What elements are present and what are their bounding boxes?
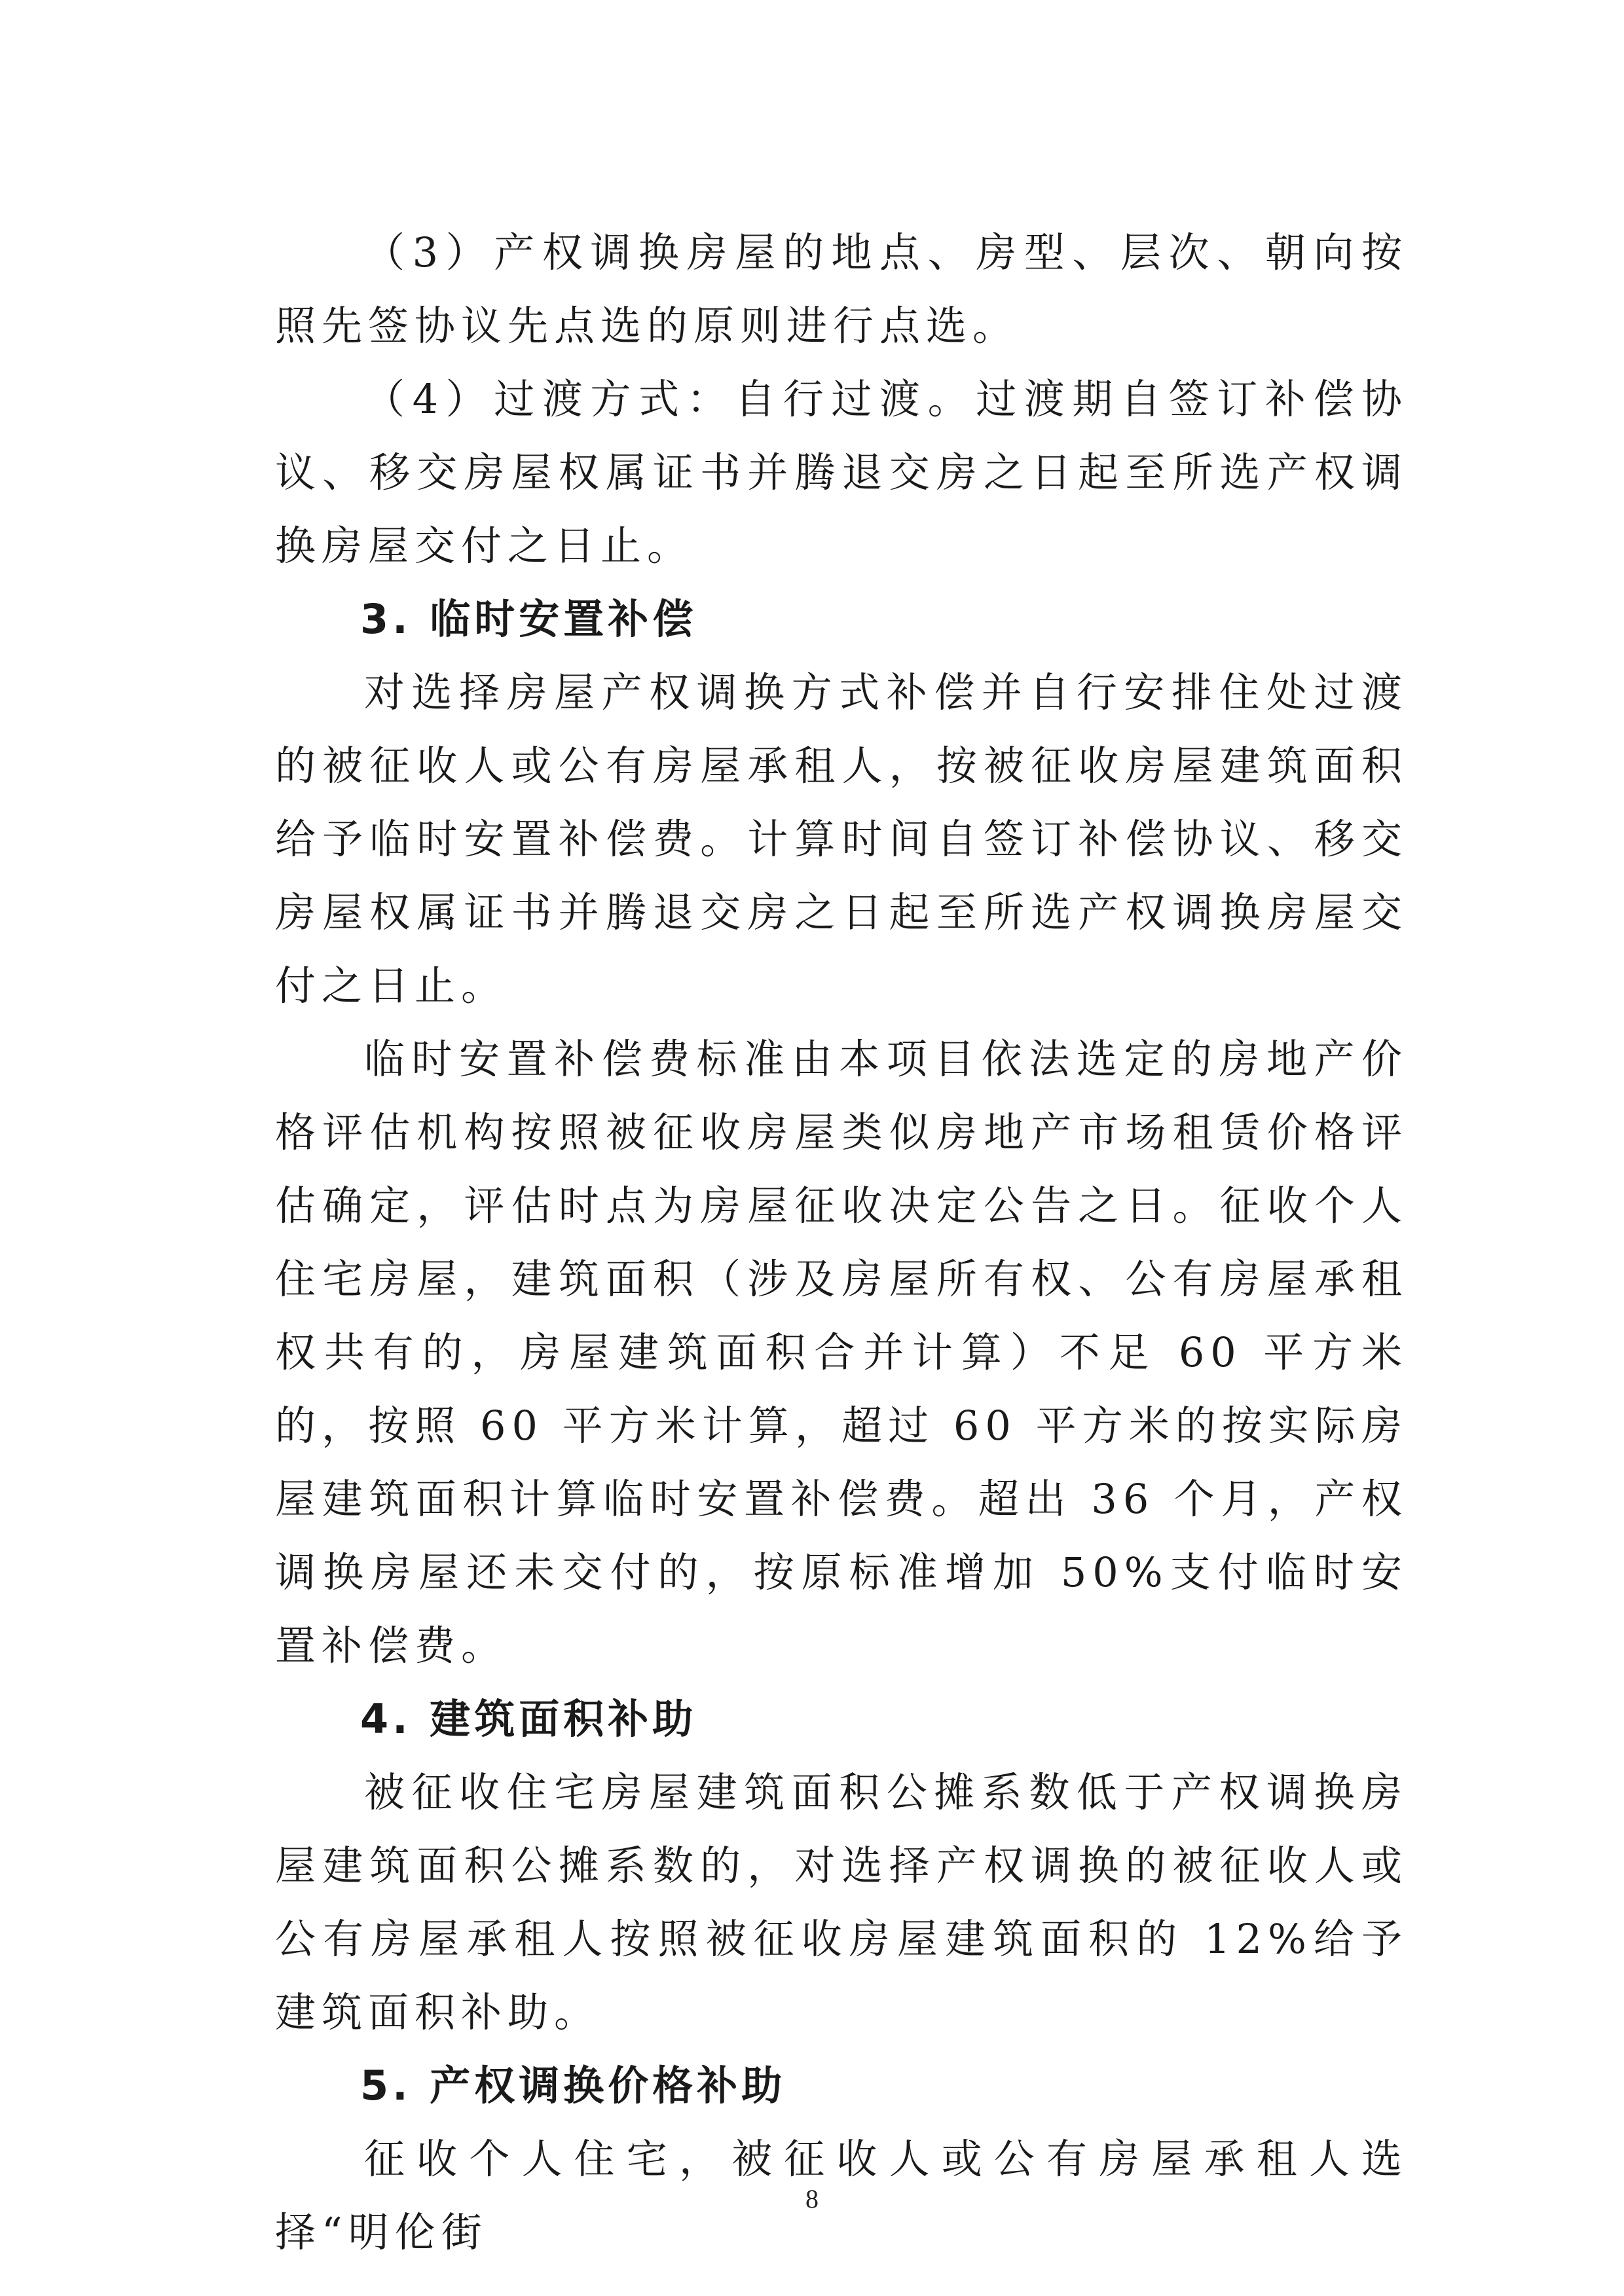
section-heading-temporary-resettlement: 3. 临时安置补偿 — [360, 595, 697, 643]
paragraph-floor-area-subsidy: 被征收住宅房屋建筑面积公摊系数低于产权调换房屋建筑面积公摊系数的，对选择产权调换的被征收人或公有房屋承租人按照被征收房屋建筑面积的 12%给予建筑面积补助。 — [275, 1768, 1408, 2036]
paragraph-resettlement-scope: 对选择房屋产权调换方式补偿并自行安排住处过渡的被征收人或公有房屋承租人，按被征收房屋建筑面积给予临时安置补偿费。计算时间自签订补偿协议、移交房屋权属证书并腾退交房之日起至所选产权调换房屋交付之日止。 — [275, 668, 1408, 1010]
document-body — [275, 216, 1408, 2269]
paragraph-price-subsidy: 征收个人住宅，被征收人或公有房屋承租人选择“明伦街 — [275, 2135, 1408, 2256]
paragraph-resettlement-standard: 临时安置补偿费标准由本项目依法选定的房地产价格评估机构按照被征收房屋类似房地产市场租赁价格评估确定，评估时点为房屋征收决定公告之日。征收个人住宅房屋，建筑面积（涉及房屋所有权、公有房屋承租权共有的，房屋建筑面积合并计算）不足 60 平方米的，按照 60 平方米计算，超过 60 平方米的按实际房屋建筑面积计算临时安置补偿费。超出 36 个月，产权调换房屋还未交付的，按原标准增加 50%支付临时安置补偿费。 — [275, 1035, 1408, 1669]
paragraph-point-4: （4）过渡方式：自行过渡。过渡期自签订补偿协议、移交房屋权属证书并腾退交房之日起至所选产权调换房屋交付之日止。 — [275, 375, 1408, 570]
section-heading-price-subsidy: 5. 产权调换价格补助 — [360, 2062, 786, 2109]
section-heading-floor-area-subsidy: 4. 建筑面积补助 — [360, 1695, 697, 1743]
paragraph-point-3: （3）产权调换房屋的地点、房型、层次、朝向按照先签协议先点选的原则进行点选。 — [275, 228, 1408, 350]
page-number: 8 — [805, 2184, 819, 2214]
